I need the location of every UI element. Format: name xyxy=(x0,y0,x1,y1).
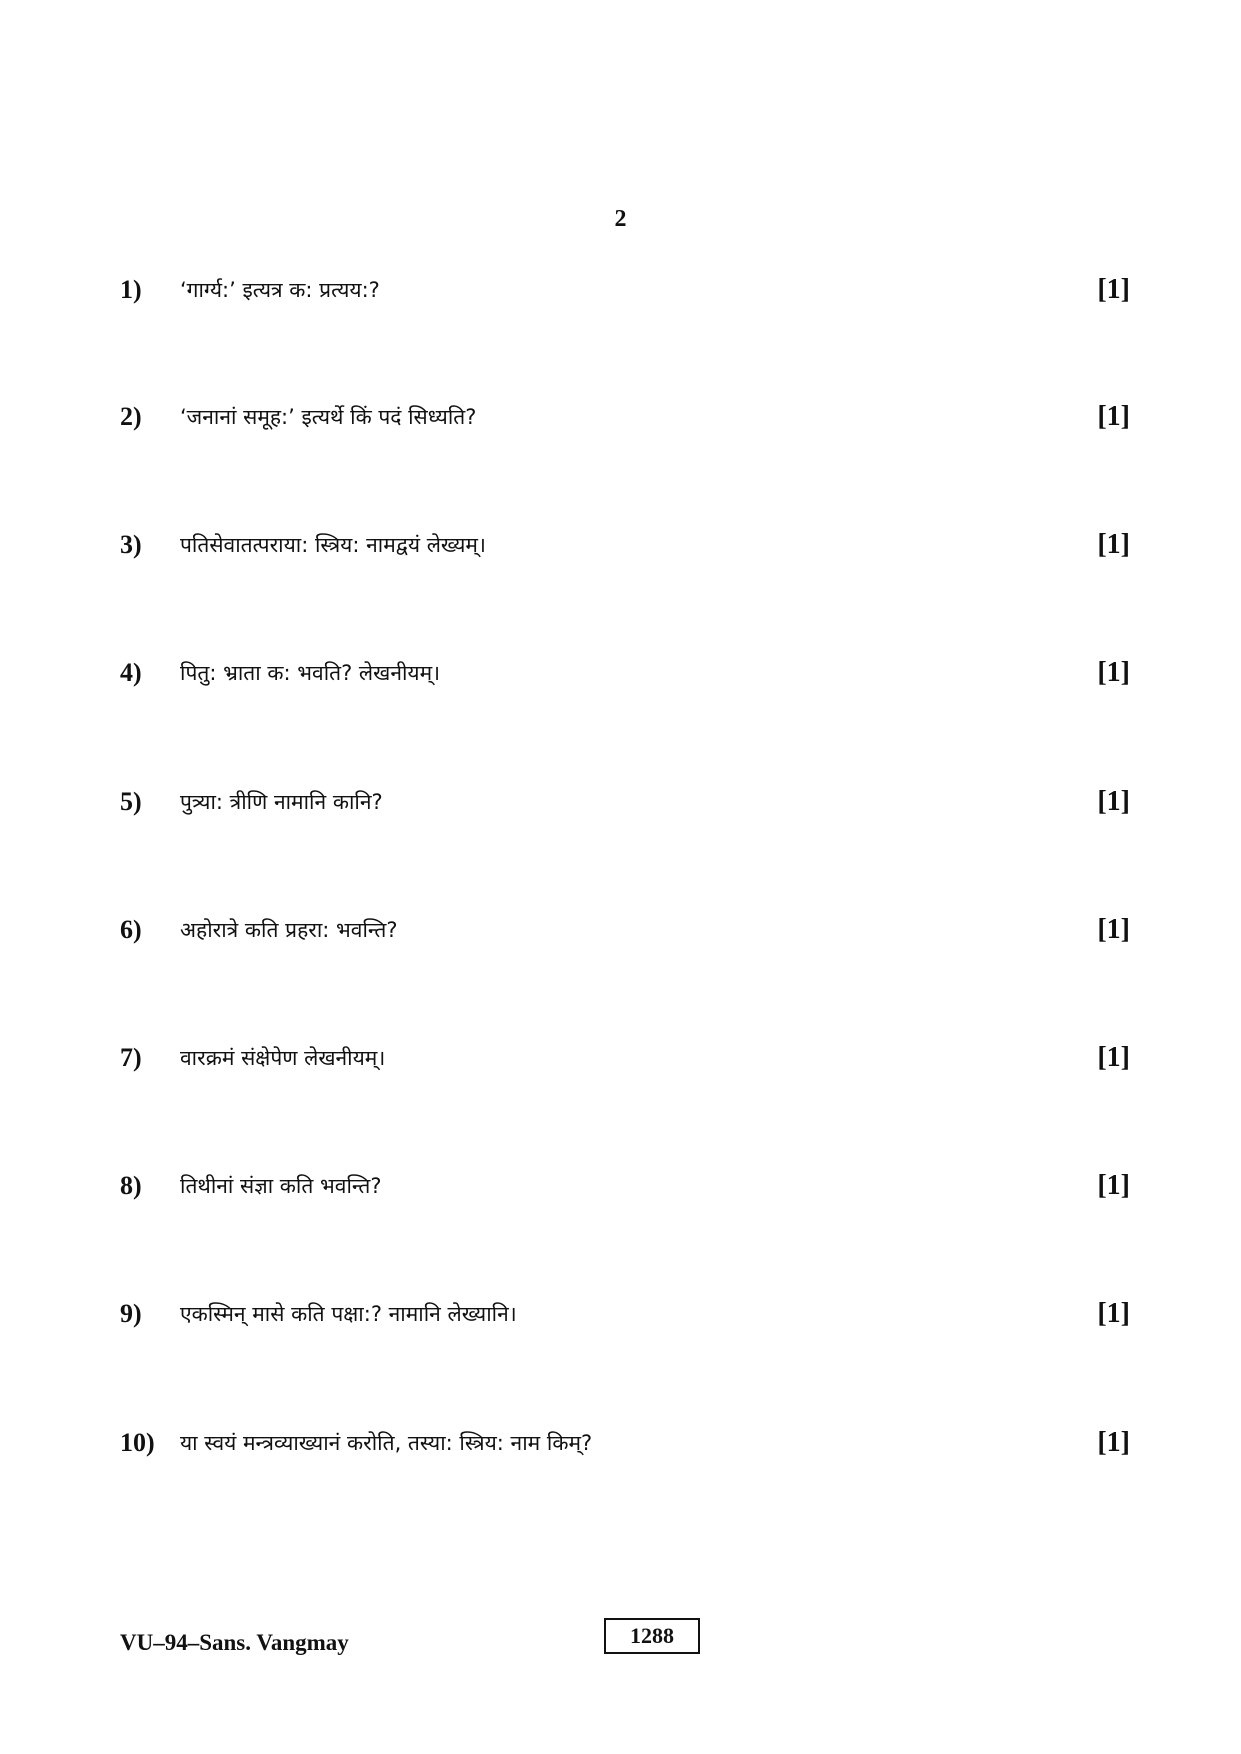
question-7 xyxy=(120,1038,1130,1078)
question-text: एकस्मिन् मासे कति पक्षा:? नामानि लेख्यानि। xyxy=(180,1302,517,1326)
question-number: 8) xyxy=(120,1171,142,1200)
question-9 xyxy=(120,1294,1130,1334)
question-1 xyxy=(120,270,1130,310)
question-number: 2) xyxy=(120,402,142,431)
paper-code: VU–94–Sans. Vangmay xyxy=(120,1630,349,1655)
question-text: ‘जनानां समूह:’ इत्यर्थे किं पदं सिध्यति? xyxy=(180,405,477,429)
question-text: ‘गार्ग्य:’ इत्यत्र क: प्रत्यय:? xyxy=(180,278,380,302)
question-text: पितु: भ्राता क: भवति? लेखनीयम्। xyxy=(180,661,441,685)
question-text: तिथीनां संज्ञा कति भवन्ति? xyxy=(180,1174,382,1198)
question-text: या स्वयं मन्त्रव्याख्यानं करोति, तस्या: स्त्रिय: नाम किम्? xyxy=(180,1431,593,1455)
question-text: वारक्रमं संक्षेपेण लेखनीयम्। xyxy=(180,1046,386,1070)
question-number: 3) xyxy=(120,530,142,559)
page-number: 2 xyxy=(614,206,627,232)
question-text: पुत्र्या: त्रीणि नामानि कानि? xyxy=(180,790,383,814)
question-text: अहोरात्रे कति प्रहरा: भवन्ति? xyxy=(180,918,398,942)
question-4 xyxy=(120,653,1130,693)
question-marks: [1] xyxy=(1097,529,1130,560)
question-number: 10) xyxy=(120,1428,155,1457)
page-code-box: 1288 xyxy=(604,1618,700,1654)
question-text: पतिसेवातत्पराया: स्त्रिय: नामद्वयं लेख्यम्। xyxy=(180,533,486,557)
question-number: 1) xyxy=(120,275,142,304)
question-number: 9) xyxy=(120,1299,142,1328)
question-marks: [1] xyxy=(1097,1170,1130,1201)
question-3 xyxy=(120,525,1130,565)
question-number: 7) xyxy=(120,1043,142,1072)
question-marks: [1] xyxy=(1097,401,1130,432)
question-number: 5) xyxy=(120,787,142,816)
question-marks: [1] xyxy=(1097,1427,1130,1458)
question-10 xyxy=(120,1423,1130,1463)
question-marks: [1] xyxy=(1097,274,1130,305)
question-5 xyxy=(120,782,1130,822)
question-marks: [1] xyxy=(1097,914,1130,945)
question-marks: [1] xyxy=(1097,657,1130,688)
question-marks: [1] xyxy=(1097,786,1130,817)
question-marks: [1] xyxy=(1097,1298,1130,1329)
question-8 xyxy=(120,1166,1130,1206)
question-marks: [1] xyxy=(1097,1042,1130,1073)
question-number: 6) xyxy=(120,915,142,944)
question-2 xyxy=(120,397,1130,437)
question-6 xyxy=(120,910,1130,950)
question-number: 4) xyxy=(120,658,142,687)
